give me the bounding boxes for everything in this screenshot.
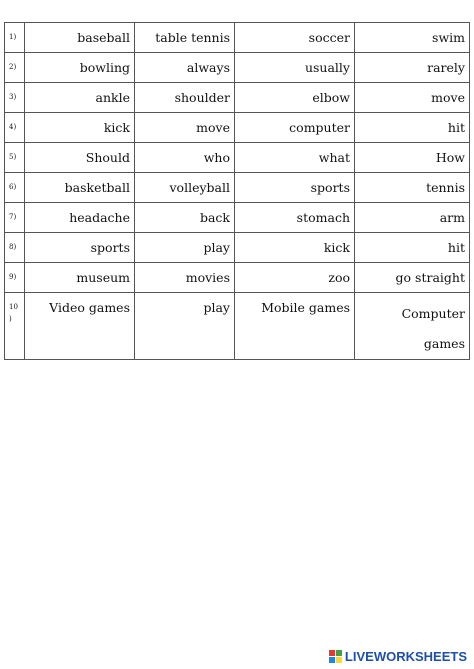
- row-number-digits: 10: [9, 303, 18, 311]
- table-row: [5, 293, 470, 360]
- row-number: 5): [5, 143, 25, 173]
- word-cell[interactable]: volleyball: [135, 173, 235, 203]
- word-cell[interactable]: hit: [355, 233, 470, 263]
- word-cell[interactable]: computer: [235, 113, 355, 143]
- word-cell[interactable]: ankle: [25, 83, 135, 113]
- liveworksheets-footer[interactable]: [329, 649, 467, 664]
- word-cell[interactable]: go straight: [355, 263, 470, 293]
- word-cell[interactable]: move: [135, 113, 235, 143]
- word-table: [4, 22, 470, 360]
- word-cell[interactable]: always: [135, 53, 235, 83]
- word-cell[interactable]: kick: [235, 233, 355, 263]
- table-row: [5, 143, 470, 173]
- word-cell[interactable]: Should: [25, 143, 135, 173]
- word-cell[interactable]: elbow: [235, 83, 355, 113]
- word-cell[interactable]: bowling: [25, 53, 135, 83]
- word-cell[interactable]: sports: [25, 233, 135, 263]
- word-cell[interactable]: museum: [25, 263, 135, 293]
- word-cell[interactable]: move: [355, 83, 470, 113]
- word-cell[interactable]: stomach: [235, 203, 355, 233]
- word-cell[interactable]: back: [135, 203, 235, 233]
- word-cell[interactable]: arm: [355, 203, 470, 233]
- table-row: [5, 263, 470, 293]
- word-cell[interactable]: Computer games: [355, 293, 470, 360]
- word-cell[interactable]: Video games: [25, 293, 135, 360]
- word-cell[interactable]: play: [135, 293, 235, 360]
- word-cell[interactable]: Mobile games: [235, 293, 355, 360]
- word-cell[interactable]: rarely: [355, 53, 470, 83]
- word-cell[interactable]: kick: [25, 113, 135, 143]
- word-cell[interactable]: movies: [135, 263, 235, 293]
- word-cell[interactable]: How: [355, 143, 470, 173]
- word-cell[interactable]: tennis: [355, 173, 470, 203]
- word-cell[interactable]: basketball: [25, 173, 135, 203]
- liveworksheets-logo-icon: [329, 650, 343, 664]
- table-row: [5, 203, 470, 233]
- word-cell[interactable]: play: [135, 233, 235, 263]
- row-number: 4): [5, 113, 25, 143]
- word-cell[interactable]: sports: [235, 173, 355, 203]
- word-cell[interactable]: soccer: [235, 23, 355, 53]
- table-row: [5, 53, 470, 83]
- table-row: [5, 113, 470, 143]
- word-cell[interactable]: zoo: [235, 263, 355, 293]
- row-number: 9): [5, 263, 25, 293]
- word-cell[interactable]: baseball: [25, 23, 135, 53]
- table-row: [5, 233, 470, 263]
- row-number-paren: ): [9, 315, 12, 323]
- word-cell[interactable]: table tennis: [135, 23, 235, 53]
- brand-name: LIVEWORKSHEETS: [344, 649, 467, 664]
- row-number: 3): [5, 83, 25, 113]
- word-cell[interactable]: hit: [355, 113, 470, 143]
- word-cell[interactable]: what: [235, 143, 355, 173]
- row-number: 2): [5, 53, 25, 83]
- table-row: [5, 23, 470, 53]
- row-number: [5, 293, 25, 360]
- row-number: 8): [5, 233, 25, 263]
- word-cell[interactable]: headache: [25, 203, 135, 233]
- row-number: 1): [5, 23, 25, 53]
- word-cell[interactable]: swim: [355, 23, 470, 53]
- row-number: 6): [5, 173, 25, 203]
- table-row: [5, 83, 470, 113]
- row-number: 7): [5, 203, 25, 233]
- word-cell[interactable]: usually: [235, 53, 355, 83]
- table-row: [5, 173, 470, 203]
- word-cell[interactable]: shoulder: [135, 83, 235, 113]
- word-cell[interactable]: who: [135, 143, 235, 173]
